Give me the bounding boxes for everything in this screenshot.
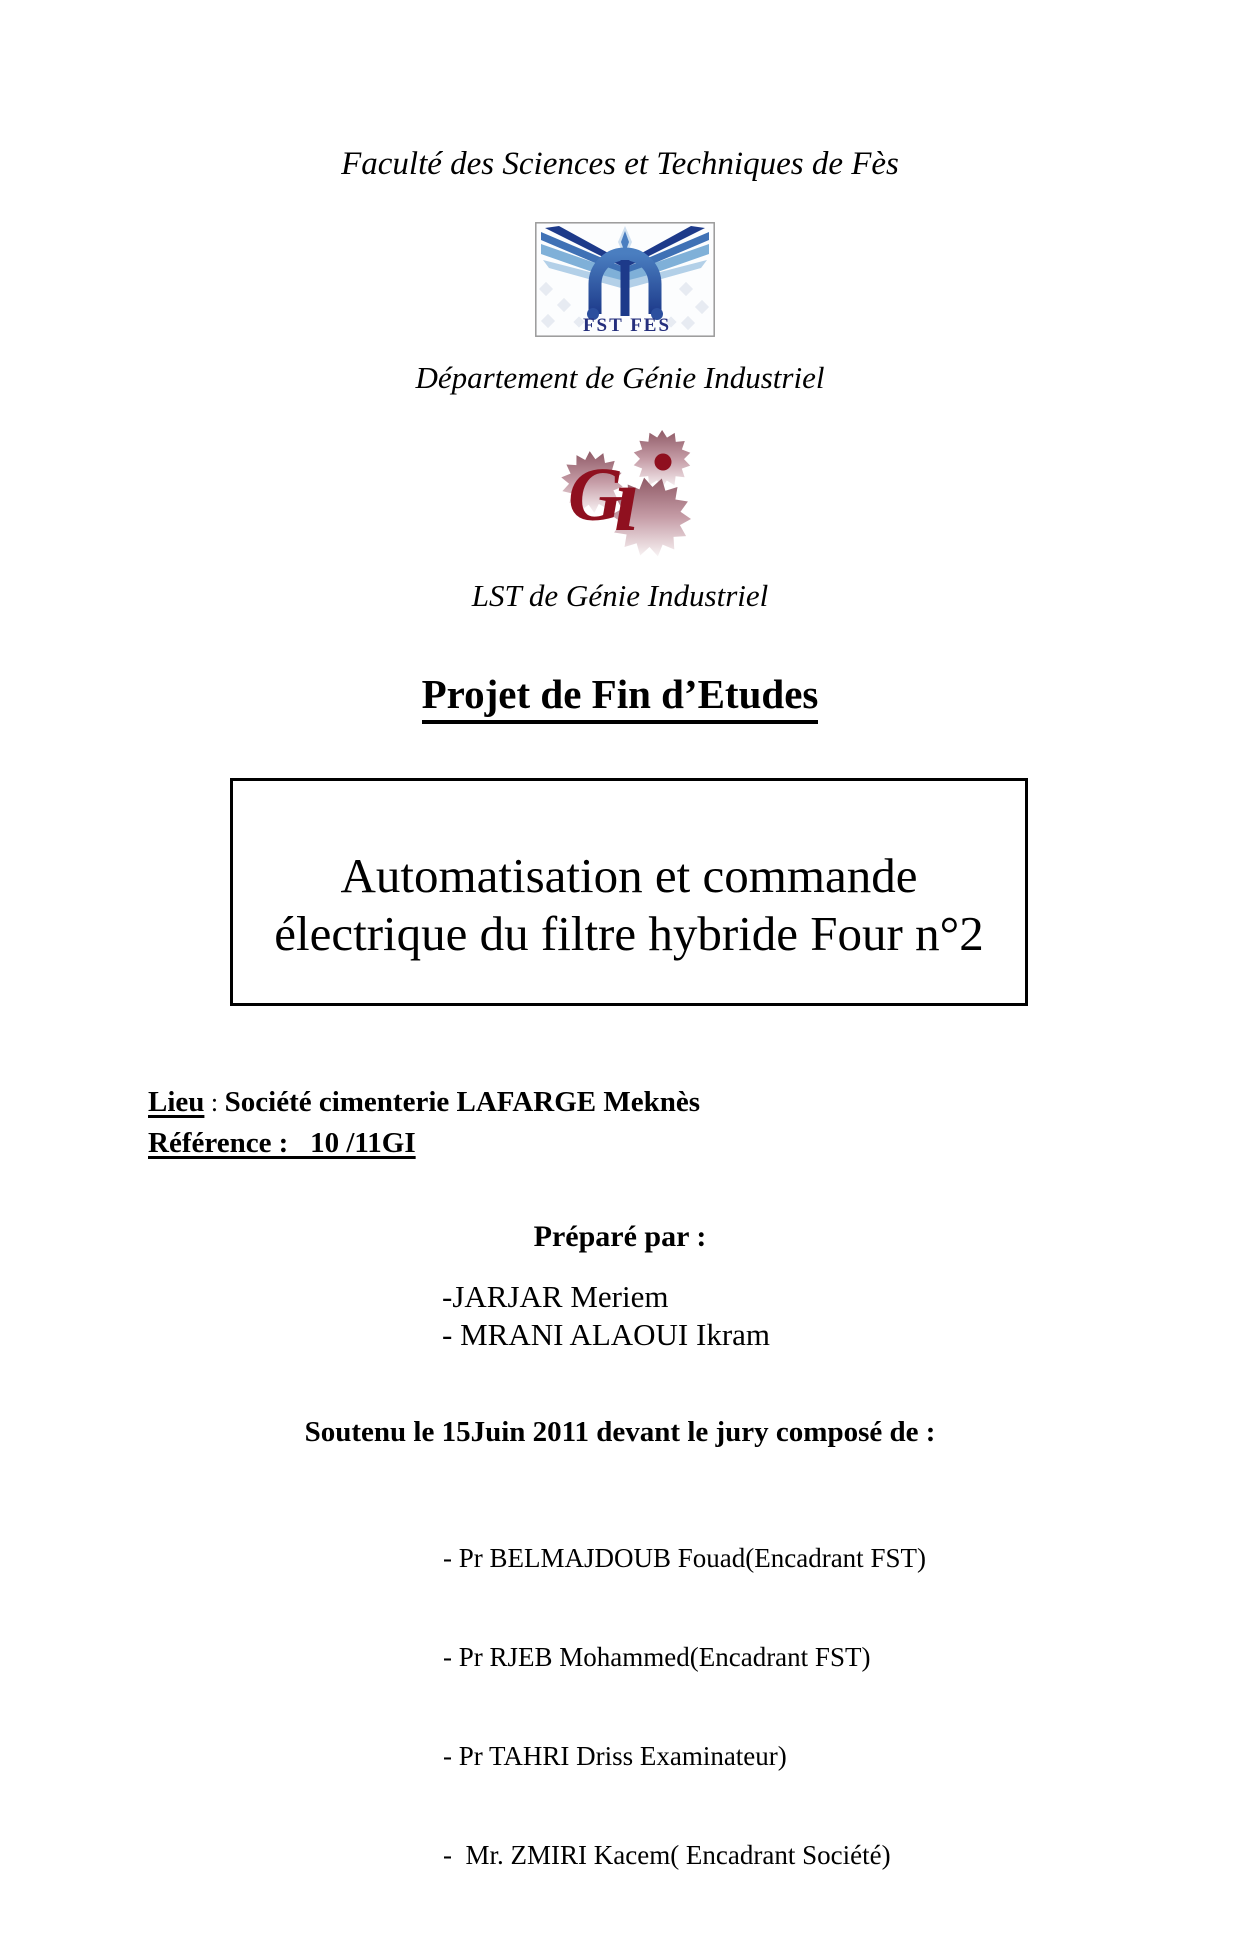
project-title-box [230, 778, 1028, 1006]
author-name: - MRANI ALAOUI Ikram [442, 1317, 771, 1352]
department-name: Département de Génie Industriel [415, 360, 825, 395]
gi-letter-g: G [568, 453, 623, 537]
reference-text: Référence : 10 /11GI [148, 1127, 416, 1159]
project-title-line1: Automatisation et commande [340, 848, 918, 903]
jury-member: - Pr TAHRI Driss Examinateur) [443, 1741, 787, 1771]
jury-member: - Mr. ZMIRI Kacem( Encadrant Société) [443, 1840, 891, 1870]
gi-i-dot [655, 454, 672, 471]
project-meta [148, 1082, 700, 1164]
project-title-line2: électrique du filtre hybride Four n°2 [274, 906, 984, 961]
authors-list [442, 1278, 770, 1354]
jury-member: - Pr BELMAJDOUB Fouad(Encadrant FST) [443, 1543, 926, 1573]
location-value: Société cimenterie LAFARGE Meknès [224, 1086, 701, 1118]
document-type-heading [0, 670, 1240, 724]
fst-logo-caption: FST FES [582, 315, 672, 336]
gi-letter-i: ı [614, 448, 640, 550]
faculty-name: Faculté des Sciences et Techniques de Fès [341, 146, 899, 182]
jury-member: - Pr RJEB Mohammed(Encadrant FST) [443, 1642, 871, 1672]
fst-fes-logo [535, 222, 715, 337]
gi-logo [556, 426, 704, 562]
defense-intro: Soutenu le 15Juin 2011 devant le jury composé de : [304, 1416, 936, 1448]
prepared-by-label: Préparé par : [533, 1220, 707, 1253]
reference-line [148, 1123, 700, 1164]
fst-arch-emblem [587, 254, 663, 320]
jury-list [443, 1476, 926, 1938]
author-name: -JARJAR Meriem [442, 1279, 669, 1314]
location-line [148, 1082, 700, 1123]
document-type-text: Projet de Fin d’Etudes [422, 670, 819, 724]
location-label: Lieu [148, 1086, 205, 1118]
program-name: LST de Génie Industriel [471, 578, 769, 613]
location-separator: : [204, 1088, 225, 1117]
